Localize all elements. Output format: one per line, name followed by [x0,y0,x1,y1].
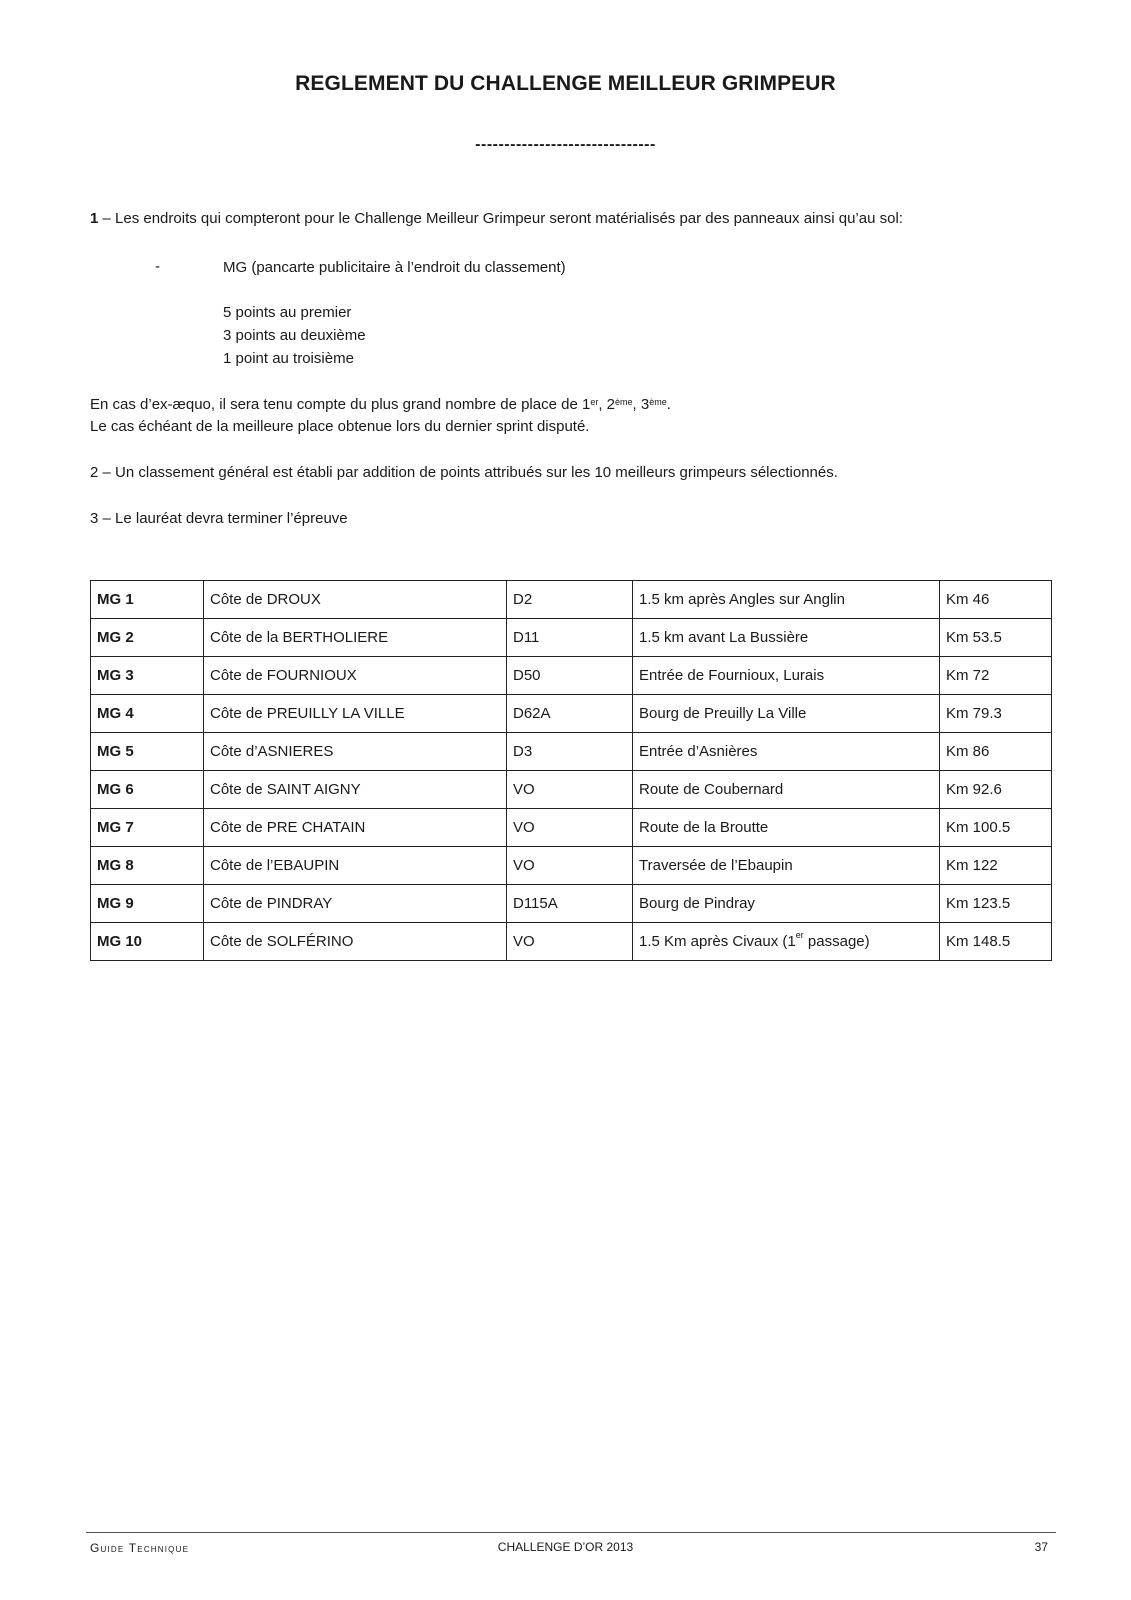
tie-sup-1: er [590,397,599,407]
climb-name: Côte de la BERTHOLIERE [204,619,507,657]
tie-line-2: Le cas échéant de la meilleure place obtenue lors du dernier sprint disputé. [90,418,590,435]
page-number: 37 [1034,1540,1048,1554]
climb-id: MG 9 [91,885,204,923]
footer-divider [86,1532,1056,1533]
points-third: 1 point au troisième [223,350,354,367]
climb-name: Côte de PREUILLY LA VILLE [204,695,507,733]
climb-id: MG 7 [91,809,204,847]
points-first: 5 points au premier [223,304,352,321]
table-row [91,771,1052,809]
rule-2: 2 – Un classement général est établi par addition de points attribués sur les 10 meilleurs grimpeurs sélectionnés. [90,464,838,481]
climb-road: D11 [507,619,633,657]
climb-id: MG 1 [91,581,204,619]
climb-id: MG 8 [91,847,204,885]
rule-1 [90,208,903,230]
tie-sep-1: , 2 [598,396,616,413]
table-row [91,847,1052,885]
tie-end: . [666,396,671,413]
tie-line-1 [90,394,671,416]
climb-location: 1.5 km avant La Bussière [633,619,940,657]
points-list [223,301,366,370]
table-row [91,809,1052,847]
bullet-dash: - [155,258,160,275]
climb-name: Côte de PINDRAY [204,885,507,923]
footer-event-name: CHALLENGE D’OR 2013 [497,1540,634,1554]
climb-location: Route de la Broutte [633,809,940,847]
climb-road: D50 [507,657,633,695]
climb-id: MG 5 [91,733,204,771]
tie-rule [90,394,671,438]
climb-km: Km 46 [940,581,1052,619]
climb-location: Entrée de Fournioux, Lurais [633,657,940,695]
climb-road: VO [507,923,633,961]
rule-1-number: 1 [90,210,99,227]
climb-name: Côte d’ASNIERES [204,733,507,771]
climb-id: MG 6 [91,771,204,809]
climb-location: Traversée de l’Ebaupin [633,847,940,885]
climb-location: Bourg de Pindray [633,885,940,923]
climb-road: D2 [507,581,633,619]
climb-location-pre: 1.5 Km après Civaux (1 [639,933,796,950]
tie-sup-2: ème [615,397,633,407]
table-row [91,923,1052,961]
climb-km: Km 148.5 [940,923,1052,961]
bullet-text: MG (pancarte publicitaire à l’endroit du classement) [223,259,566,276]
tie-prefix: En cas d’ex-æquo, il sera tenu compte du plus grand nombre de place de 1 [90,396,591,413]
climb-location: Entrée d’Asnières [633,733,940,771]
climb-id: MG 3 [91,657,204,695]
climb-id: MG 4 [91,695,204,733]
climb-km: Km 123.5 [940,885,1052,923]
climb-name: Côte de PRE CHATAIN [204,809,507,847]
climb-road: VO [507,809,633,847]
climb-name: Côte de FOURNIOUX [204,657,507,695]
table-row [91,581,1052,619]
footer-guide-label: Guide Technique [90,1541,190,1555]
climb-name: Côte de DROUX [204,581,507,619]
climb-id: MG 10 [91,923,204,961]
climb-location-sup: er [795,930,804,940]
climb-road: D62A [507,695,633,733]
climb-location [633,923,940,961]
climb-location: Route de Coubernard [633,771,940,809]
rule-3: 3 – Le lauréat devra terminer l’épreuve [90,510,348,527]
climb-name: Côte de SAINT AIGNY [204,771,507,809]
climb-road: VO [507,847,633,885]
climb-road: D3 [507,733,633,771]
table-row [91,695,1052,733]
climb-km: Km 86 [940,733,1052,771]
climb-km: Km 122 [940,847,1052,885]
climb-location: Bourg de Preuilly La Ville [633,695,940,733]
table-row [91,657,1052,695]
table-row [91,733,1052,771]
climb-road: D115A [507,885,633,923]
climb-name: Côte de SOLFÉRINO [204,923,507,961]
rule-1-text: – Les endroits qui compteront pour le Challenge Meilleur Grimpeur seront matérialisés par des panneaux ainsi qu’au sol: [98,210,903,227]
climb-km: Km 79.3 [940,695,1052,733]
title-separator: ------------------------------- [475,136,656,153]
climb-location: 1.5 km après Angles sur Anglin [633,581,940,619]
table-row [91,619,1052,657]
climb-location-post: passage) [803,933,870,950]
climb-km: Km 53.5 [940,619,1052,657]
climb-road: VO [507,771,633,809]
climb-table [90,580,1052,961]
tie-sup-3: ème [649,397,667,407]
climb-km: Km 100.5 [940,809,1052,847]
climb-km: Km 92.6 [940,771,1052,809]
points-second: 3 points au deuxième [223,327,366,344]
climb-name: Côte de l’EBAUPIN [204,847,507,885]
table-row [91,885,1052,923]
tie-sep-2: , 3 [632,396,650,413]
page-title: REGLEMENT DU CHALLENGE MEILLEUR GRIMPEUR [295,72,836,95]
climb-km: Km 72 [940,657,1052,695]
climb-id: MG 2 [91,619,204,657]
